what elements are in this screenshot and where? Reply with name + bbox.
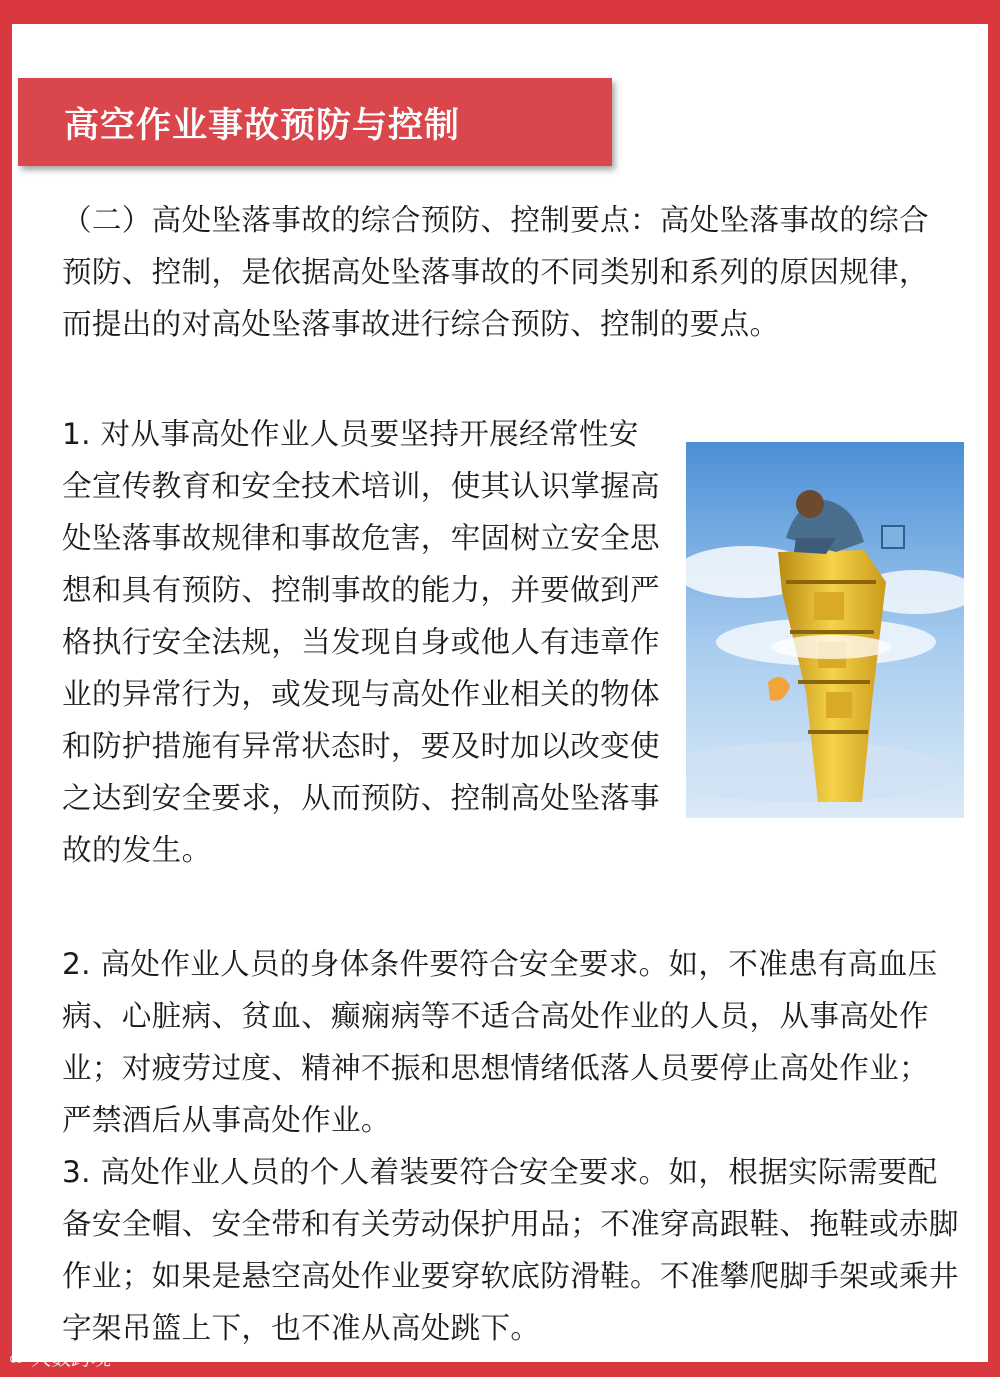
item-1-paragraph: 1. 对从事高处作业人员要坚持开展经常性安全宣传教育和安全技术培训，使其认识掌握高处坠落事故规律和事故危害，牢固树立安全思想和具有预防、控制事故的能力，并要做到严格执行安全法规，当发现自身或他人有违章作业的异常行为，或发现与高处作业相关的物体和防护措施有异常状态时，要及时加以改变使之达到安全要求，从而预防、控制高处坠落事故的发生。 bbox=[62, 417, 660, 867]
watermark-text: 大数跨境 bbox=[31, 1346, 112, 1370]
item-2-paragraph: 2. 高处作业人员的身体条件要符合安全要求。如，不准患有高血压病、心脏病、贫血、癫痫病等不适合高处作业的人员，从事高处作业；对疲劳过度、精神不振和思想情绪低落人员要停止高处作业；严禁酒后从事高处作业。 bbox=[62, 947, 938, 1137]
intro-paragraph: （二）高处坠落事故的综合预防、控制要点：高处坠落事故的综合预防、控制，是依据高处坠落事故的不同类别和系列的原因规律，而提出的对高处坠落事故进行综合预防、控制的要点。 bbox=[62, 203, 929, 341]
safety-tower-illustration bbox=[686, 442, 964, 818]
title-banner bbox=[18, 78, 612, 166]
item-3-paragraph: 3. 高处作业人员的个人着装要符合安全要求。如，根据实际需要配备安全帽、安全带和有关劳动保护用品；不准穿高跟鞋、拖鞋或赤脚作业；如果是悬空高处作业要穿软底防滑鞋。不准攀爬脚手架或乘井字架吊篮上下，也不准从高处跳下。 bbox=[62, 1155, 959, 1345]
page-title: 高空作业事故预防与控制 bbox=[64, 106, 461, 146]
watermark bbox=[8, 1342, 111, 1371]
watermark-logo-icon: ∞ bbox=[8, 1346, 32, 1370]
